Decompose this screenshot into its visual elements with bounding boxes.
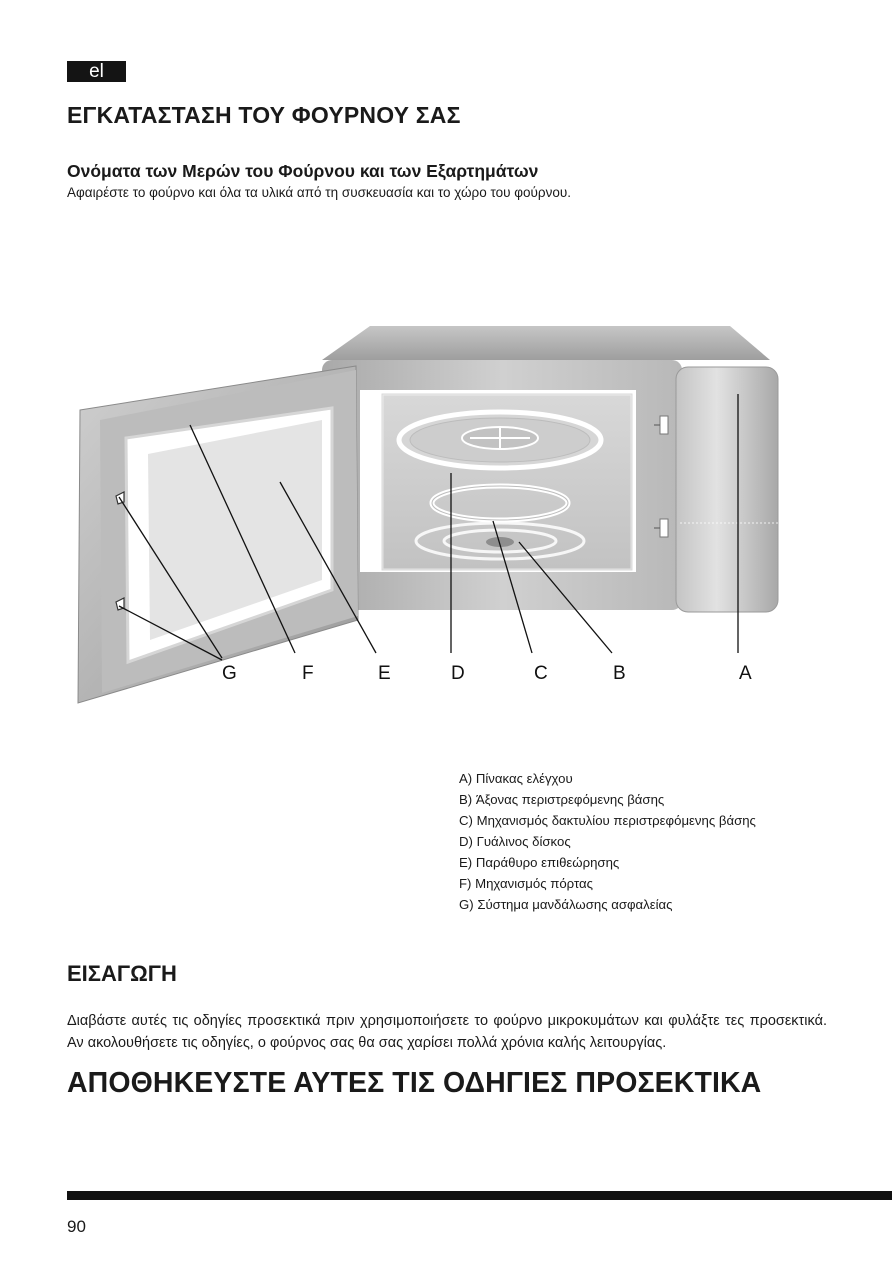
- legend-item: D) Γυάλινος δίσκος: [459, 834, 571, 849]
- page-number: 90: [67, 1217, 86, 1236]
- legend-item: F) Μηχανισμός πόρτας: [459, 876, 593, 891]
- legend-item: B) Άξονας περιστρεφόμενης βάσης: [459, 792, 665, 807]
- save-instructions-heading: ΑΠΟΘΗΚΕΥΣΤΕ ΑΥΤΕΣ ΤΙΣ ΟΔΗΓΙΕΣ ΠΡΟΣΕΚΤΙΚΑ: [67, 1067, 762, 1099]
- legend-item: A) Πίνακας ελέγχου: [459, 771, 573, 786]
- label-c: C: [534, 663, 548, 684]
- label-a: A: [739, 663, 752, 684]
- label-f: F: [302, 663, 314, 684]
- parts-intro: Αφαιρέστε το φούρνο και όλα τα υλικά από τη συσκευασία και το χώρο του φούρνου.: [67, 185, 571, 200]
- legend-item: E) Παράθυρο επιθεώρησης: [459, 855, 620, 870]
- label-b: B: [613, 663, 626, 684]
- parts-legend: [459, 768, 756, 915]
- label-d: D: [451, 663, 465, 684]
- label-g: G: [222, 663, 237, 684]
- control-panel: [676, 367, 778, 612]
- introduction-heading: ΕΙΣΑΓΩΓΗ: [67, 961, 177, 986]
- language-tag: el: [67, 61, 126, 82]
- introduction-paragraph: Διαβάστε αυτές τις οδηγίες προσεκτικά πριν χρησιμοποιήσετε το φούρνο μικροκυμάτων και φυλάξτε τες προσεκτικά. Αν ακολουθήσετε τις οδηγίες, ο φούρνος σας θα σας χαρίσει πολλά χρόνια καλής λειτουργίας.: [67, 1013, 827, 1051]
- footer-rule: [67, 1191, 892, 1200]
- legend-item: G) Σύστημα μανδάλωσης ασφαλείας: [459, 897, 673, 912]
- legend-item: C) Μηχανισμός δακτυλίου περιστρεφόμενης βάσης: [459, 813, 756, 828]
- label-e: E: [378, 663, 391, 684]
- oven-top: [322, 326, 770, 360]
- page-title: ΕΓΚΑΤΑΣΤΑΣΗ ΤΟΥ ΦΟΥΡΝΟΥ ΣΑΣ: [67, 102, 461, 128]
- parts-heading: Ονόματα των Μερών του Φούρνου και των Εξαρτημάτων: [67, 161, 539, 181]
- microwave-diagram: [0, 310, 892, 730]
